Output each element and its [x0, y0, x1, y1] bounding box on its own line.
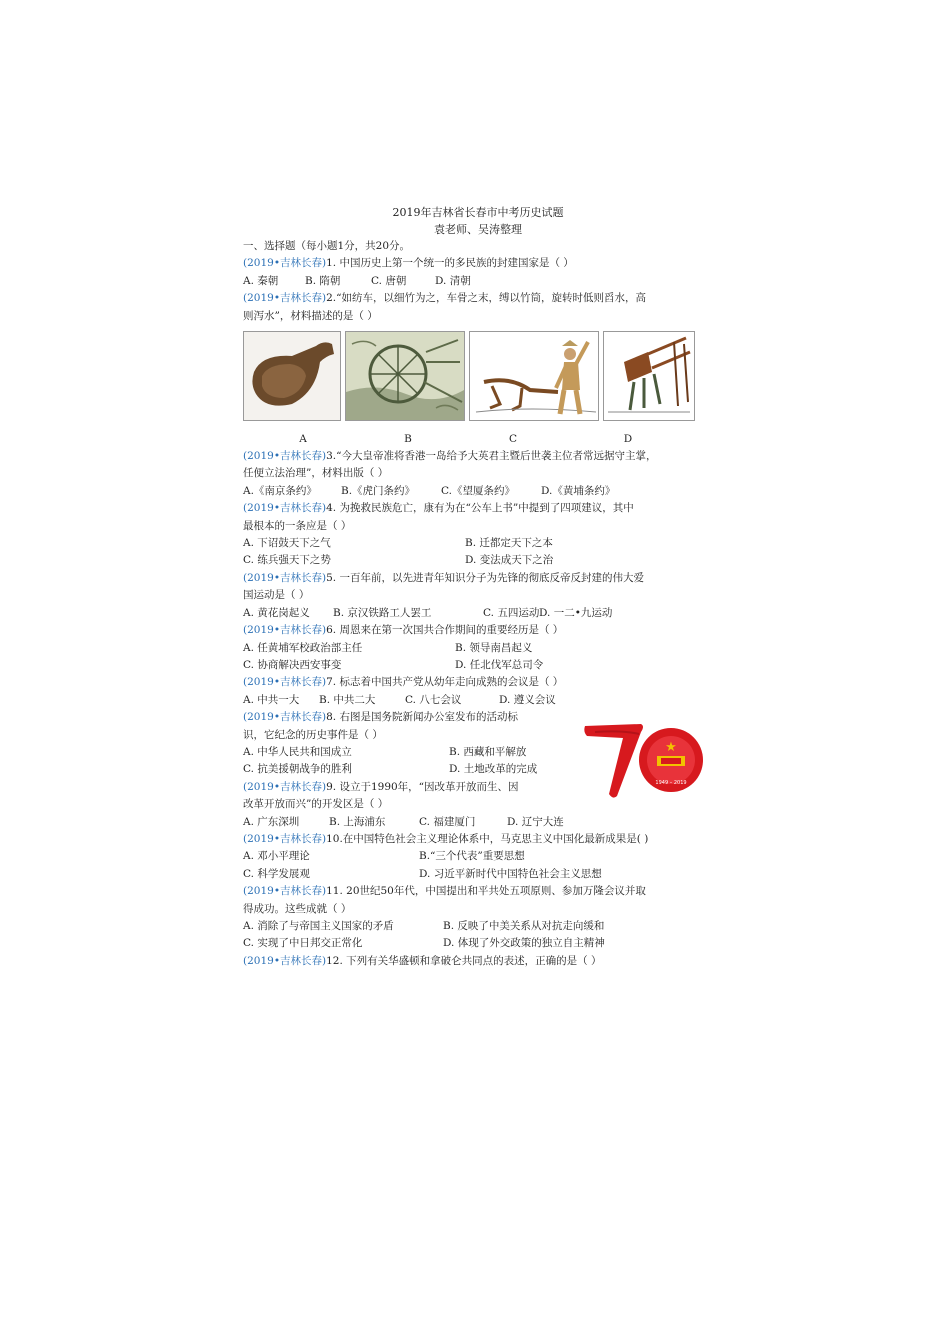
question-11-options [243, 918, 713, 935]
question-text: 1. 中国历史上第一个统一的多民族的封建国家是（ ） [326, 257, 574, 270]
question-text: 4. 为挽救民族危亡，康有为在“公车上书”中提到了四项建议，其中 [326, 502, 634, 515]
question-text: 2.“如纺车，以细竹为之，车骨之末，缚以竹筒，旋转时低则舀水，高 [326, 292, 646, 305]
question-source: (2019•吉林长春) [243, 502, 327, 515]
option-c: C. 五四运动 [483, 606, 540, 619]
option-a: A. 秦朝 [243, 274, 279, 287]
option-c: C. 八七会议 [405, 693, 462, 706]
option-b: B. 迁都定天下之本 [465, 537, 553, 550]
option-b: B. 反映了中美关系从对抗走向缓和 [443, 920, 605, 932]
question-2-captions [243, 431, 713, 448]
section-heading: 一、选择题（每小题1分，共20分。 [243, 240, 411, 252]
caption-d: D [623, 433, 633, 446]
question-8-cont: 识，它纪念的历史事件是（ ） [243, 728, 383, 741]
question-10 [243, 831, 713, 848]
question-1-options [243, 273, 713, 290]
option-b: B. 上海浦东 [329, 815, 386, 828]
question-4-options [243, 535, 713, 552]
question-6-options-2 [243, 657, 713, 674]
option-a: A. 黄花岗起义 [243, 606, 310, 619]
question-text: 5. 一百年前，以先进青年知识分子为先锋的彻底反帝反封建的伟大爱 [326, 571, 644, 584]
option-d: D. 清朝 [435, 274, 471, 287]
question-text: 8. 右图是国务院新闻办公室发布的活动标 [326, 711, 518, 724]
water-wheel-image [345, 331, 465, 421]
question-12 [243, 953, 713, 970]
caption-a: A [299, 433, 307, 446]
question-2 [243, 290, 713, 307]
option-d: D. 体现了外交政策的独立自主精神 [443, 937, 605, 950]
question-source: (2019•吉林长春) [243, 624, 327, 637]
option-d: D. 遵义会议 [499, 693, 556, 706]
question-11-options-2 [243, 935, 713, 952]
question-4-options-2 [243, 552, 713, 569]
exam-page [243, 204, 713, 970]
option-b: B. 西藏和平解放 [449, 745, 527, 758]
page-title: 2019年吉林省长春市中考历史试题 [392, 206, 564, 219]
option-b: B. 中共二大 [319, 693, 376, 706]
option-a: A. 中共一大 [243, 693, 300, 706]
option-b: B. 隋朝 [305, 274, 341, 287]
option-c: C. 协商解决西安事变 [243, 658, 342, 671]
anniversary-70-logo [583, 720, 708, 800]
option-b: B.《虎门条约》 [341, 484, 416, 497]
option-b: B. 京汉铁路工人罢工 [333, 606, 432, 619]
svg-text:★: ★ [665, 740, 677, 755]
question-6-options [243, 640, 713, 657]
question-source: (2019•吉林长春) [243, 885, 327, 898]
question-3-cont: 任便立法治理”，材料出版（ ） [243, 467, 389, 480]
question-source: (2019•吉林长春) [243, 450, 327, 463]
question-1 [243, 255, 713, 272]
question-text: 6. 周恩来在第一次国共合作期间的重要经历是（ ） [326, 624, 564, 637]
option-a: A. 邓小平理论 [243, 850, 310, 863]
question-9-options [243, 814, 713, 831]
option-d: D.《黄埔条约》 [541, 484, 616, 497]
wooden-scoop-image [243, 331, 341, 421]
question-11-cont: 得成功。这些成就（ ） [243, 902, 352, 915]
question-10-options-2 [243, 866, 713, 883]
question-2-cont: 则泻水”，材料描述的是（ ） [243, 309, 378, 322]
question-6 [243, 622, 713, 639]
question-source: (2019•吉林长春) [243, 292, 327, 305]
question-11 [243, 883, 713, 900]
option-c: C. 抗美援朝战争的胜利 [243, 763, 352, 776]
question-source: (2019•吉林长春) [243, 571, 327, 584]
option-a: A. 广东深圳 [243, 815, 300, 828]
question-7 [243, 674, 713, 691]
option-a: A. 任黄埔军校政治部主任 [243, 641, 363, 654]
option-b: B.“三个代表”重要思想 [419, 850, 525, 863]
question-text: 11. 20世纪50年代，中国提出和平共处五项原则、参加万隆会议并取 [326, 885, 646, 898]
question-5 [243, 570, 713, 587]
option-d: D. 变法成天下之治 [465, 554, 554, 567]
question-text: 3.“今大皇帝准将香港一岛给予大英君主暨后世袭主位者常远据守主掌， [326, 450, 657, 463]
question-source: (2019•吉林长春) [243, 780, 327, 793]
option-c: C. 福建厦门 [419, 815, 476, 828]
logo-years: 1949 – 2019 [655, 780, 687, 786]
page-subtitle: 袁老师、吴涛整理 [434, 223, 522, 236]
option-c: C.《望厦条约》 [441, 484, 515, 497]
option-c: C. 科学发展观 [243, 867, 310, 880]
option-d: D. 一二•九运动 [539, 606, 613, 619]
option-c: C. 练兵强天下之势 [243, 554, 331, 567]
question-3-options [243, 483, 713, 500]
question-4 [243, 500, 713, 517]
question-source: (2019•吉林长春) [243, 832, 327, 845]
question-2-images [243, 331, 713, 421]
question-source: (2019•吉林长春) [243, 676, 327, 689]
question-text: 12. 下列有关华盛顿和拿破仑共同点的表述，正确的是（ ） [326, 954, 602, 967]
question-source: (2019•吉林长春) [243, 954, 327, 967]
question-text: 10.在中国特色社会主义理论体系中，马克思主义中国化最新成果是( ) [326, 832, 649, 845]
question-text: 9. 设立于1990年，“因改革开放而生、因 [326, 780, 519, 793]
option-c: C. 唐朝 [371, 274, 407, 287]
option-d: D. 土地改革的完成 [449, 763, 538, 776]
question-10-options [243, 848, 713, 865]
question-5-cont: 国运动是（ ） [243, 589, 310, 602]
option-a: A. 消除了与帝国主义国家的矛盾 [243, 920, 394, 932]
question-4-cont: 最根本的一条应是（ ） [243, 519, 352, 532]
seed-drill-image [603, 331, 695, 421]
option-a: A.《南京条约》 [243, 484, 317, 497]
plowing-farmer-image [469, 331, 599, 421]
question-5-options [243, 605, 713, 622]
option-d: D. 习近平新时代中国特色社会主义思想 [419, 867, 602, 880]
option-d: D. 辽宁大连 [507, 815, 564, 828]
question-3 [243, 448, 713, 465]
question-text: 7. 标志着中国共产党从幼年走向成熟的会议是（ ） [326, 676, 564, 689]
question-source: (2019•吉林长春) [243, 257, 327, 270]
option-a: A. 下诏鼓天下之气 [243, 537, 331, 550]
caption-c: C [508, 433, 518, 446]
option-a: A. 中华人民共和国成立 [243, 745, 352, 758]
caption-b: B [404, 433, 412, 446]
option-b: B. 领导南昌起义 [455, 641, 533, 654]
question-9-cont: 改革开放而兴”的开发区是（ ） [243, 798, 389, 811]
option-d: D. 任北伐军总司令 [455, 658, 544, 671]
question-7-options [243, 692, 713, 709]
option-c: C. 实现了中日邦交正常化 [243, 937, 363, 950]
question-source: (2019•吉林长春) [243, 711, 327, 724]
